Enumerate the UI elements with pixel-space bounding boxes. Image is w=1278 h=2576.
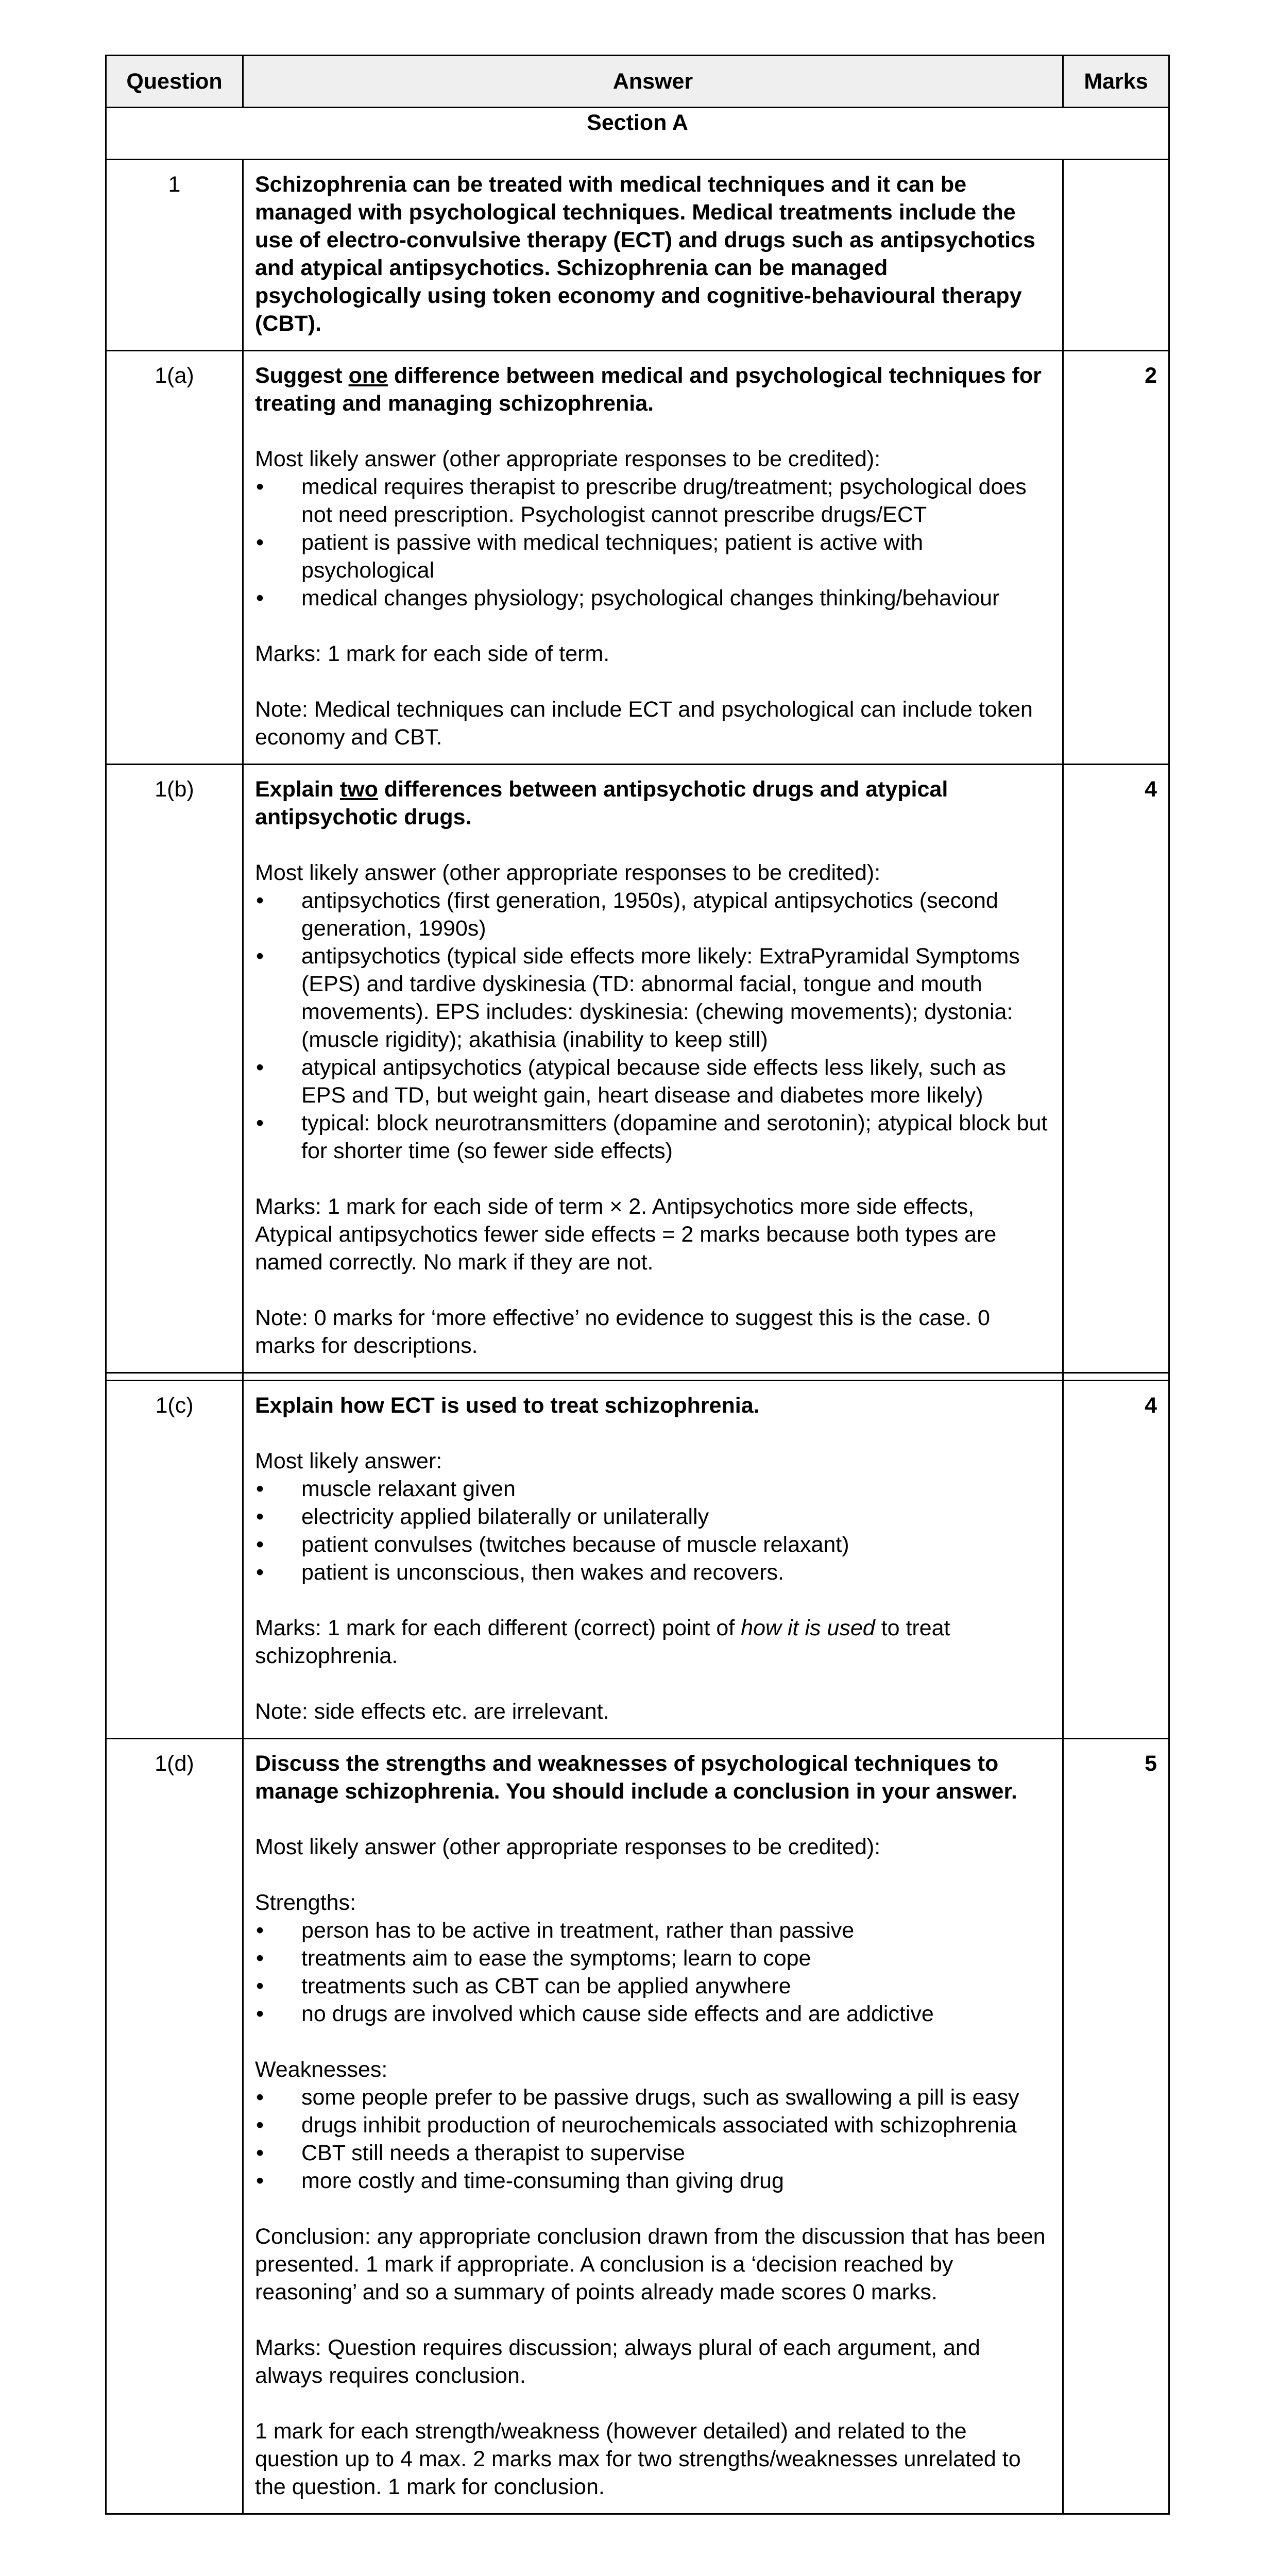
strengths-list <box>255 1917 1050 2028</box>
question-number: 1(d) <box>106 1739 243 2514</box>
list-item: • patient is unconscious, then wakes and recovers. <box>255 1558 1050 1586</box>
list-item: • some people prefer to be passive drugs, such as swallowing a pill is easy <box>255 2083 1050 2111</box>
marks-note: Marks: 1 mark for each side of term × 2. Antipsychotics more side effects, Atypical antipsychotics fewer side effects = 2 marks because both types are named correctly. No mark if they are not. <box>255 1194 997 1275</box>
marks-note <box>255 1614 1050 1670</box>
list-item: • medical changes physiology; psychological changes thinking/behaviour <box>255 584 1050 612</box>
question-stem <box>255 775 1050 831</box>
stem-text: Suggest <box>255 363 349 388</box>
note: Note: side effects etc. are irrelevant. <box>255 1699 609 1724</box>
answer-intro: Most likely answer (other appropriate responses to be credited): <box>255 1835 881 1859</box>
list-item: • patient convulses (twitches because of muscle relaxant) <box>255 1531 1050 1558</box>
marks-text: Marks: 1 mark for each different (correct) point of <box>255 1616 741 1640</box>
list-item: • more costly and time-consuming than giving drug <box>255 2167 1050 2195</box>
list-item: • atypical antipsychotics (atypical because side effects less likely, such as EPS and TD, but weight gain, heart disease and diabetes more likely) <box>255 1054 1050 1109</box>
stem-text: Explain <box>255 777 340 802</box>
question-row-1a <box>106 351 1169 765</box>
question-row-1d <box>106 1739 1169 2514</box>
question-stem: Discuss the strengths and weaknesses of psychological techniques to manage schizophrenia. You should include a conclusion in your answer. <box>255 1751 1017 1804</box>
answer-cell <box>243 1381 1063 1739</box>
stem-text: differences between antipsychotic drugs and atypical antipsychotic drugs. <box>255 777 948 829</box>
section-title: Section A <box>106 108 1169 160</box>
answer-cell <box>243 1739 1063 2514</box>
marks-text: to treat schizophrenia. <box>255 1616 950 1668</box>
question-stem: Schizophrenia can be treated with medical techniques and it can be managed with psychological techniques. Medical treatments include the use of electro-convulsive therapy (ECT) and drugs such as antipsychotics and atypical antipsychotics. Schizophrenia can be managed psychologically using token economy and cognitive-behavioural therapy (CBT). <box>255 172 1035 336</box>
list-item: • treatments aim to ease the symptoms; learn to cope <box>255 1944 1050 1972</box>
answer-cell <box>243 765 1063 1373</box>
weaknesses-list <box>255 2083 1050 2195</box>
list-item: • person has to be active in treatment, rather than passive <box>255 1917 1050 1944</box>
list-item: • electricity applied bilaterally or unilaterally <box>255 1503 1050 1531</box>
question-row-1 <box>106 160 1169 351</box>
marks-emphasis: how it is used <box>741 1616 875 1640</box>
section-row <box>106 108 1169 160</box>
note: Note: 0 marks for ‘more effective’ no evidence to suggest this is the case. 0 marks for descriptions. <box>255 1306 990 1358</box>
answer-intro: Most likely answer (other appropriate responses to be credited): <box>255 447 881 471</box>
note: Note: Medical techniques can include ECT and psychological can include token economy and CBT. <box>255 697 1033 750</box>
question-number: 1 <box>106 160 243 351</box>
header-question: Question <box>106 56 243 108</box>
question-row-1b <box>106 765 1169 1373</box>
answer-cell <box>243 160 1063 351</box>
weaknesses-label: Weaknesses: <box>255 2057 388 2082</box>
marks-value: 4 <box>1063 765 1169 1373</box>
list-item: • CBT still needs a therapist to supervise <box>255 2139 1050 2167</box>
answer-cell <box>243 351 1063 765</box>
answer-list <box>255 473 1050 612</box>
list-item: • treatments such as CBT can be applied anywhere <box>255 1972 1050 2000</box>
answer-list <box>255 1475 1050 1586</box>
marks-note: Marks: 1 mark for each side of term. <box>255 641 610 666</box>
question-row-1c <box>106 1381 1169 1739</box>
list-item: • typical: block neurotransmitters (dopamine and serotonin); atypical block but for shorter time (so fewer side effects) <box>255 1109 1050 1165</box>
list-item: • antipsychotics (first generation, 1950s), atypical antipsychotics (second generation, 1990s) <box>255 887 1050 942</box>
list-item: • medical requires therapist to prescribe drug/treatment; psychological does not need prescription. Psychologist cannot prescribe drugs/ECT <box>255 473 1050 529</box>
marks-value: 4 <box>1063 1381 1169 1739</box>
answer-intro: Most likely answer (other appropriate responses to be credited): <box>255 860 881 885</box>
question-number: 1(c) <box>106 1381 243 1739</box>
mark-scheme-table <box>105 55 1170 2515</box>
divider-row <box>106 1373 1169 1381</box>
answer-intro: Most likely answer: <box>255 1449 442 1473</box>
list-item: • antipsychotics (typical side effects more likely: ExtraPyramidal Symptoms (EPS) and tardive dyskinesia (TD: abnormal facial, tongue and mouth movements). EPS includes: dyskinesia: (chewing movements); dystonia: (muscle rigidity); akathisia (inability to keep still) <box>255 942 1050 1054</box>
question-number: 1(b) <box>106 765 243 1373</box>
marks-value: 2 <box>1063 351 1169 765</box>
marks-value: 5 <box>1063 1739 1169 2514</box>
stem-underlined: one <box>348 363 388 388</box>
stem-underlined: two <box>339 777 378 802</box>
header-answer: Answer <box>243 56 1063 108</box>
stem-text: difference between medical and psychological techniques for treating and managing schizophrenia. <box>255 363 1042 416</box>
mark-scheme-page <box>105 55 1168 2515</box>
answer-list <box>255 887 1050 1165</box>
marks-cell <box>1063 160 1169 351</box>
marks-note: Marks: Question requires discussion; always plural of each argument, and always requires conclusion. <box>255 2335 980 2388</box>
list-item: • patient is passive with medical techniques; patient is active with psychological <box>255 529 1050 584</box>
list-item: • drugs inhibit production of neurochemicals associated with schizophrenia <box>255 2111 1050 2139</box>
question-number: 1(a) <box>106 351 243 765</box>
conclusion-note: Conclusion: any appropriate conclusion drawn from the discussion that has been presented. 1 mark if appropriate. A conclusion is a ‘decision reached by reasoning’ and so a summary of points already made scores 0 marks. <box>255 2224 1046 2304</box>
list-item: • no drugs are involved which cause side effects and are addictive <box>255 2000 1050 2028</box>
header-marks: Marks <box>1063 56 1169 108</box>
question-stem <box>255 362 1050 417</box>
header-row <box>106 56 1169 108</box>
marks-detail: 1 mark for each strength/weakness (however detailed) and related to the question up to 4 max. 2 marks max for two strengths/weaknesses unrelated to the question. 1 mark for conclusion. <box>255 2419 1021 2499</box>
strengths-label: Strengths: <box>255 1890 356 1915</box>
question-stem: Explain how ECT is used to treat schizophrenia. <box>255 1393 760 1418</box>
list-item: • muscle relaxant given <box>255 1475 1050 1503</box>
